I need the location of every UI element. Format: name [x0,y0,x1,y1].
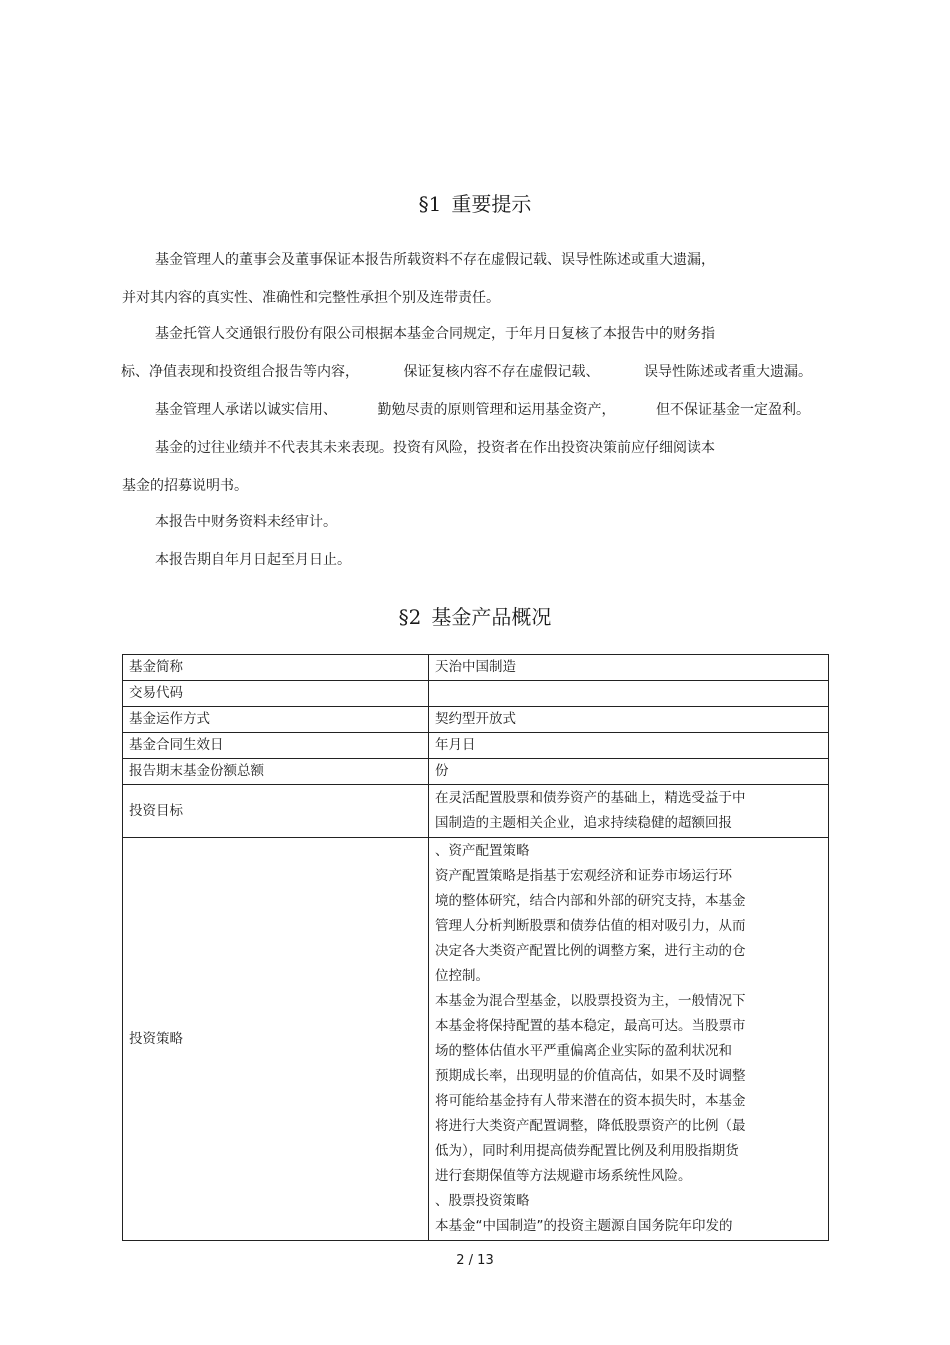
table-row-strategy [123,838,829,1241]
row-label: 投资策略 [123,838,429,1241]
value-line: 将可能给基金持有人带来潜在的资本损失时，本基金 [435,1093,746,1109]
paragraph-line: 基金托管人交通银行股份有限公司根据本基金合同规定，于年月日复核了本报告中的财务指 [155,326,715,342]
paragraph-segment: 保证复核内容不存在虚假记载、 [403,364,600,380]
value-line: 场的整体估值水平严重偏离企业实际的盈利状况和 [435,1043,732,1059]
section-number: §2 [398,605,422,629]
paragraph-line [121,362,812,382]
paragraph-line: 本报告期自年月日起至月日止。 [155,552,351,568]
page-number: 2 / 13 [456,1253,494,1268]
paragraph-segment: 标、净值表现和投资组合报告等内容， [121,364,359,380]
value-line: 、资产配置策略 [435,843,530,859]
value-line: 预期成长率，出现明显的价值高估，如果不及时调整 [435,1068,746,1084]
value-line: 低为），同时利用提高债券配置比例及利用股指期货 [435,1143,739,1159]
row-label: 基金运作方式 [123,707,429,733]
paragraph-line: 并对其内容的真实性、准确性和完整性承担个别及连带责任。 [122,290,500,306]
paragraph-line: 基金管理人的董事会及董事保证本报告所载资料不存在虚假记载、误导性陈述或重大遗漏， [155,252,715,268]
value-line: 位控制。 [435,968,489,984]
table-row [123,733,829,759]
fund-overview-table [122,654,829,1241]
value-line: 境的整体研究，结合内部和外部的研究支持，本基金 [435,893,746,909]
paragraph-line: 基金的招募说明书。 [122,478,248,494]
row-value: 年月日 [429,733,829,759]
section-title: 重要提示 [451,192,532,216]
table-row [123,759,829,785]
row-label: 投资目标 [123,785,429,838]
value-line: 决定各大类资产配置比例的调整方案，进行主动的仓 [435,943,746,959]
paragraph-segment: 基金管理人承诺以诚实信用、 [155,402,337,418]
row-label: 基金简称 [123,655,429,681]
row-value: 份 [429,759,829,785]
paragraph-line: 基金的过往业绩并不代表其未来表现。投资有风险，投资者在作出投资决策前应仔细阅读本 [155,440,715,456]
value-line: 在灵活配置股票和债券资产的基础上，精选受益于中 [435,790,746,806]
value-line: 管理人分析判断股票和债券估值的相对吸引力，从而 [435,918,746,934]
row-value [429,838,829,1241]
paragraph-line [155,400,810,420]
value-line: 本基金为混合型基金，以股票投资为主，一般情况下 [435,993,746,1009]
row-value: 天治中国制造 [429,655,829,681]
table-row [123,681,829,707]
row-label: 交易代码 [123,681,429,707]
section-number: §1 [418,192,442,216]
table-row-objective [123,785,829,838]
value-line: 国制造的主题相关企业，追求持续稳健的超额回报 [435,815,732,831]
row-value [429,785,829,838]
row-value: 契约型开放式 [429,707,829,733]
value-line: 资产配置策略是指基于宏观经济和证券市场运行环 [435,868,732,884]
table-row [123,707,829,733]
value-line: 本基金“中国制造”的投资主题源自国务院年印发的 [435,1218,733,1234]
row-value [429,681,829,707]
value-line: 进行套期保值等方法规避市场系统性风险。 [435,1168,692,1184]
row-label: 基金合同生效日 [123,733,429,759]
paragraph-segment: 误导性陈述或者重大遗漏。 [644,364,812,380]
value-line: 本基金将保持配置的基本稳定，最高可达。当股票市 [435,1018,746,1034]
section-1-heading [0,190,950,218]
section-title: 基金产品概况 [431,605,552,629]
table-row [123,655,829,681]
row-label: 报告期末基金份额总额 [123,759,429,785]
paragraph-line: 本报告中财务资料未经审计。 [155,514,337,530]
value-line: 将进行大类资产配置调整，降低股票资产的比例（最 [435,1118,746,1134]
paragraph-segment: 勤勉尽责的原则管理和运用基金资产， [377,402,616,418]
value-line: 、股票投资策略 [435,1193,530,1209]
section-2-heading [0,603,950,631]
paragraph-segment: 但不保证基金一定盈利。 [656,402,810,418]
